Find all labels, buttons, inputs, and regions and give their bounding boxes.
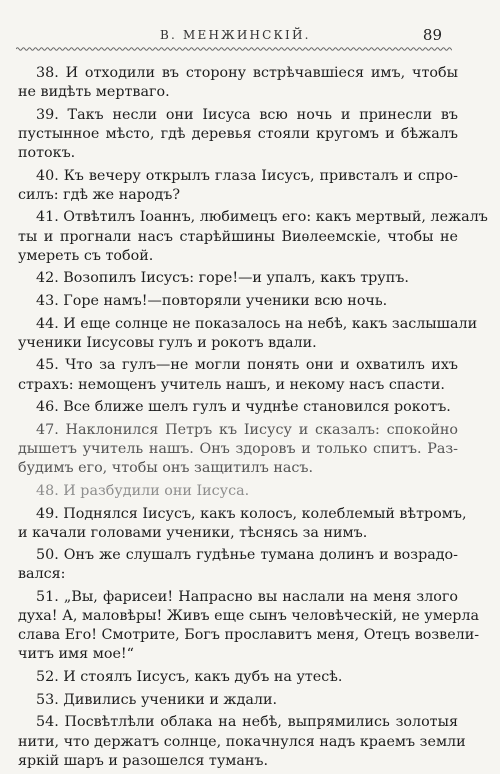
- verse-line: 50. Онъ же слушалъ гудѣнье тумана долинъ и возрадо-: [36, 547, 458, 564]
- verse-line: и качали головами ученики, тѣснясь за нимъ.: [18, 524, 368, 541]
- verse: [18, 588, 480, 664]
- verse: [18, 315, 478, 353]
- verse-line: пустынное мѣсто, гдѣ деревья стояли кругомъ и бѣжалъ: [18, 125, 458, 142]
- running-head: В. МЕНЖИНСКІЙ.: [160, 28, 311, 42]
- verse-line: 46. Все ближе шелъ гулъ и чуднѣе становился рокотъ.: [36, 399, 451, 416]
- verse-line: 49. Поднялся Іисусъ, какъ колосъ, колеблемый вѣтромъ,: [36, 505, 467, 522]
- verse: [18, 691, 458, 710]
- verse-line: 43. Горе намъ!—повторяли ученики всю ночь.: [36, 293, 388, 309]
- verse: [18, 269, 458, 288]
- verse-line: слава Его! Смотрите, Богъ прославитъ меня, Отецъ возвели-: [18, 627, 480, 644]
- verse-line: ты и прогнали насъ старѣйшины Виѳлеемскiе, чтобы не: [18, 228, 458, 245]
- verse-line: не видѣть мертваго.: [18, 84, 170, 101]
- verse-line: вался:: [18, 566, 66, 583]
- verse-line: будимъ его, чтобы онъ защитилъ насъ.: [18, 460, 314, 477]
- page-header: [0, 26, 500, 46]
- verse: [18, 546, 458, 584]
- verse-line: 51. „Вы, фарисеи! Напрасно вы наслали на меня злого: [36, 589, 458, 606]
- verse-line: духа! А, маловѣры! Живъ еще сынъ человѣческiй, не умерла: [18, 608, 480, 625]
- verse-line: 47. Наклонился Петръ къ Іисусу и сказалъ: спокойно: [36, 421, 458, 438]
- verse-line: 42. Возопилъ Іисусъ: горе!—и упалъ, какъ трупъ.: [36, 270, 409, 287]
- verse-line: умереть съ тобой.: [18, 247, 154, 264]
- verse: [18, 356, 458, 394]
- verse: [18, 398, 458, 417]
- verse-line: 38. И отходили въ сторону встрѣчавшiеся имъ, чтобы: [36, 65, 458, 81]
- verse-line: 44. И еще солнце не показалось на небѣ, какъ заслышали: [36, 315, 478, 332]
- verse: [18, 421, 458, 478]
- verse-list: [18, 64, 488, 774]
- verse-line: 48. И разбудили они Іисуса.: [36, 482, 250, 499]
- verse-line: страхъ: немощенъ учитель нашъ, и некому насъ спасти.: [18, 376, 445, 393]
- verse-line: 40. Къ вечеру открылъ глаза Іисусъ, привсталъ и спро-: [36, 167, 458, 184]
- verse-line: 45. Что за гулъ—не могли понять они и охватилъ ихъ: [36, 357, 458, 374]
- verse: [18, 64, 458, 102]
- verse-line: дышетъ учитель нашъ. Онъ здоровъ и только спитъ. Раз-: [18, 441, 458, 458]
- verse-line: 41. Отвѣтилъ Іоаннъ, любимецъ его: какъ мертвый, лежалъ: [36, 209, 488, 226]
- verse-line: потокъ.: [18, 144, 76, 161]
- verse-line: читъ имя мое!“: [18, 646, 134, 663]
- verse-line: 52. И стоялъ Іисусъ, какъ дубъ на утесѣ.: [36, 669, 343, 686]
- verse: [18, 713, 466, 770]
- page-number: 89: [422, 26, 442, 44]
- verse-line: 39. Такъ несли они Іисуса всю ночь и принесли въ: [36, 106, 458, 123]
- verse: [18, 167, 458, 205]
- header-wavy-rule: [16, 46, 452, 52]
- verse-line: 53. Дивились ученики и ждали.: [36, 691, 278, 708]
- verse: [18, 505, 467, 543]
- verse-line: нити, что держатъ солнце, покачнулся надъ краемъ земли: [18, 733, 466, 750]
- verse: [18, 668, 458, 687]
- verse-line: силъ: гдѣ же народъ?: [18, 186, 181, 203]
- verse: [18, 292, 458, 311]
- verse: [18, 106, 458, 163]
- verse: [18, 208, 488, 265]
- verse-line: ученики Іисусовы гулъ и рокотъ вдали.: [18, 334, 317, 351]
- verse-line: яркiй шаръ и разошелся туманъ.: [18, 752, 269, 769]
- verse-line: 54. Посвѣтлѣли облака на небѣ, выпрямились золотыя: [36, 714, 458, 731]
- verse: [18, 482, 458, 501]
